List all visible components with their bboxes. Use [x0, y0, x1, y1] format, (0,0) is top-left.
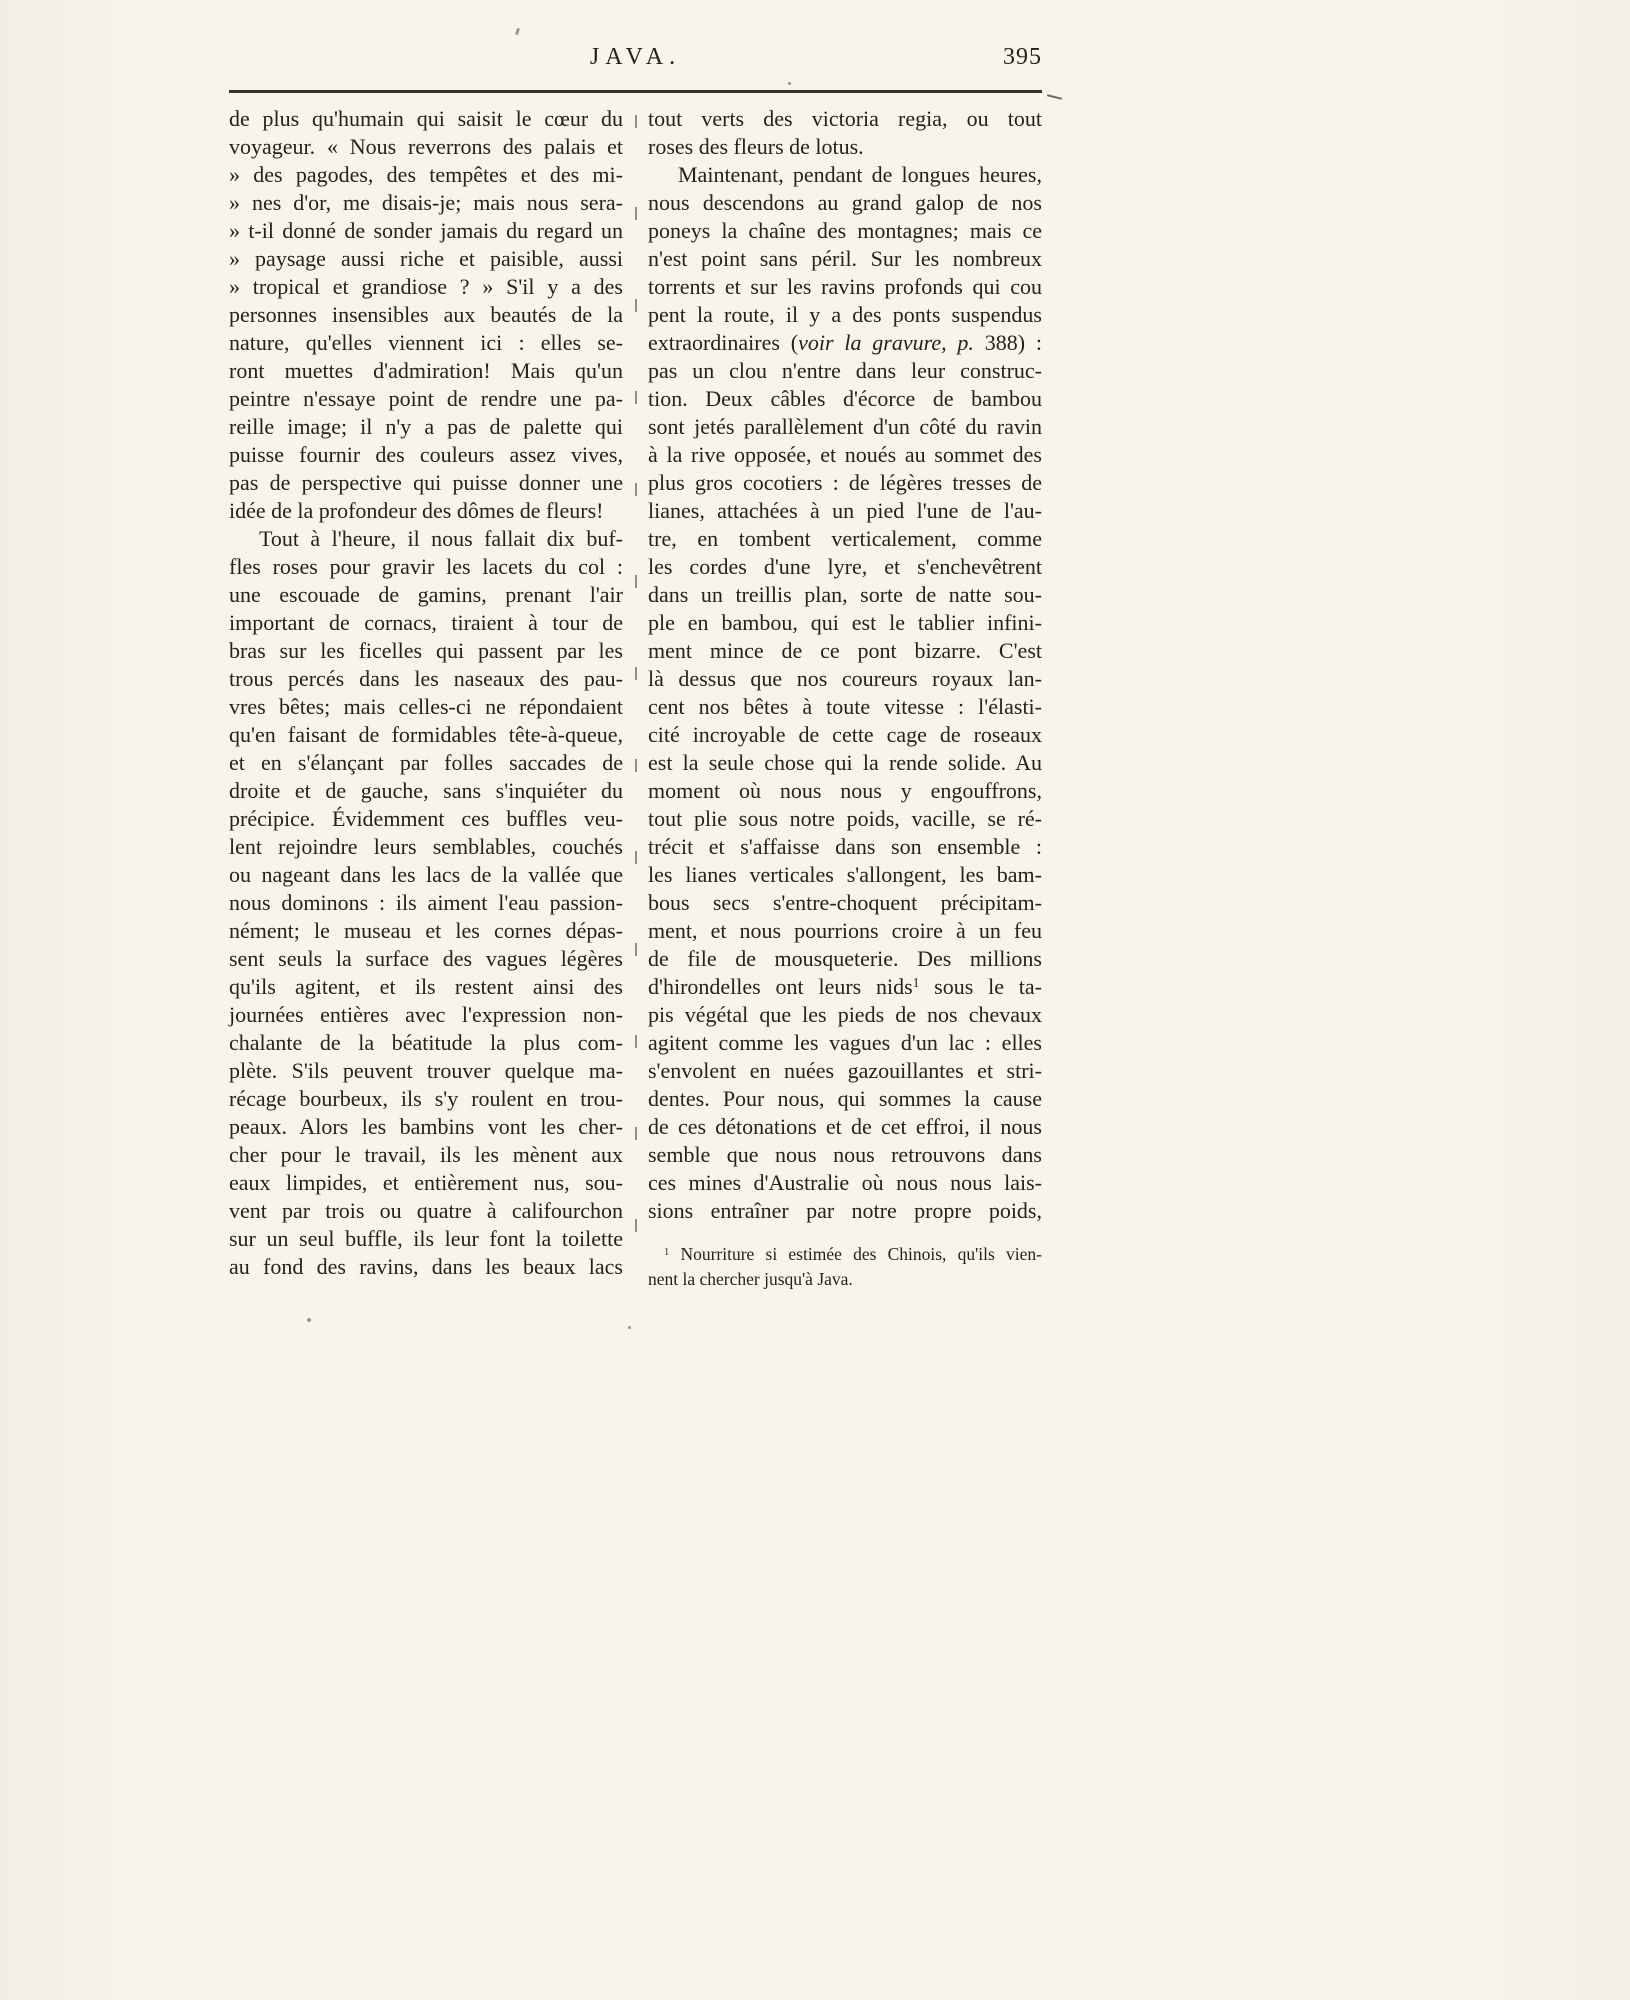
text-line: important de cornacs, tiraient à tour de [229, 610, 623, 635]
text-line: ment mince de ce pont bizarre. C'est [648, 638, 1042, 663]
text-line: » t-il donné de sonder jamais du regard un [229, 218, 623, 243]
text-line: extraordinaires (voir la gravure, p. 388) : [648, 330, 1042, 355]
page-content [229, 44, 1042, 1292]
text-line: les cordes d'une lyre, et s'enchevêtrent [648, 554, 1042, 579]
text-line: puisse fournir des couleurs assez vives, [229, 442, 623, 467]
text-line: ront muettes d'admiration! Mais qu'un [229, 358, 623, 383]
text-line: à la rive opposée, et noués au sommet des [648, 442, 1042, 467]
text-line: poneys la chaîne des montagnes; mais ce [648, 218, 1042, 243]
running-title: JAVA. [589, 44, 682, 70]
text-line: nément; le museau et les cornes dépas- [229, 918, 623, 943]
page-header [229, 44, 1042, 80]
text-line: cent nos bêtes à toute vitesse : l'élasti- [648, 694, 1042, 719]
right-column-lines [648, 105, 1042, 1225]
text-line: s'envolent en nuées gazouillantes et stri- [648, 1058, 1042, 1083]
text-line: lianes, attachées à un pied l'une de l'au- [648, 498, 1042, 523]
text-line: ment, et nous pourrions croire à un feu [648, 918, 1042, 943]
text-line: bras sur les ficelles qui passent par les [229, 638, 623, 663]
text-line: vent par trois ou quatre à califourchon [229, 1198, 623, 1223]
text-line: tion. Deux câbles d'écorce de bambou [648, 386, 1042, 411]
text-line: roses des fleurs de lotus. [648, 134, 864, 159]
text-line: au fond des ravins, dans les beaux lacs [229, 1254, 623, 1279]
text-line: tout verts des victoria regia, ou tout [648, 106, 1042, 131]
text-line: une escouade de gamins, prenant l'air [229, 582, 623, 607]
scan-speck [307, 1318, 311, 1322]
scan-speck [628, 1326, 631, 1329]
text-line: peaux. Alors les bambins vont les cher- [229, 1114, 623, 1139]
text-line: Tout à l'heure, il nous fallait dix buf- [259, 526, 623, 551]
text-line: nous dominons : ils aiment l'eau passion- [229, 890, 623, 915]
text-line: voyageur. « Nous reverrons des palais et [229, 134, 623, 159]
text-line: » paysage aussi riche et paisible, aussi [229, 246, 623, 271]
text-line: nous descendons au grand galop de nos [648, 190, 1042, 215]
text-line: qu'en faisant de formidables tête-à-queue, [229, 722, 623, 747]
scan-speck [788, 82, 791, 85]
text-line: dentes. Pour nous, qui sommes la cause [648, 1086, 1042, 1111]
text-line: cher pour le travail, ils les mènent aux [229, 1142, 623, 1167]
text-line: Maintenant, pendant de longues heures, [678, 162, 1042, 187]
text-line: trous percés dans les naseaux des pau- [229, 666, 623, 691]
text-line: pent la route, il y a des ponts suspendus [648, 302, 1042, 327]
text-line: nent la chercher jusqu'à Java. [648, 1269, 853, 1289]
text-line: torrents et sur les ravins profonds qui cou [648, 274, 1042, 299]
text-line: cité incroyable de cette cage de roseaux [648, 722, 1042, 747]
text-line: eaux limpides, et entièrement nus, sou- [229, 1170, 623, 1195]
text-line: » tropical et grandiose ? » S'il y a des [229, 274, 623, 299]
text-line: pas de perspective qui puisse donner une [229, 470, 623, 495]
text-line: chalante de la béatitude la plus com- [229, 1030, 623, 1055]
text-line: bous secs s'entre-choquent précipitam- [648, 890, 1042, 915]
header-rule [229, 90, 1042, 93]
text-line: sent seuls la surface des vagues légères [229, 946, 623, 971]
right-column [648, 105, 1042, 1292]
text-line: » des pagodes, des tempêtes et des mi- [229, 162, 623, 187]
text-line: est la seule chose qui la rende solide. Au [648, 750, 1042, 775]
text-line: tre, en tombent verticalement, comme [648, 526, 1042, 551]
text-line: de file de mousqueterie. Des millions [648, 946, 1042, 971]
footnote-lines [648, 1242, 1042, 1292]
text-line: d'hirondelles ont leurs nids$^1$ sous le ta- [648, 974, 1042, 999]
text-line: droite et de gauche, sans s'inquiéter du [229, 778, 623, 803]
text-line: lent rejoindre leurs semblables, couchés [229, 834, 623, 859]
text-line: dans un treillis plan, sorte de natte sou- [648, 582, 1042, 607]
text-columns [229, 105, 1042, 1292]
text-line: idée de la profondeur des dômes de fleurs! [229, 498, 604, 523]
text-line: qu'ils agitent, et ils restent ainsi des [229, 974, 623, 999]
footnote [648, 1242, 1042, 1292]
text-line: personnes insensibles aux beautés de la [229, 302, 623, 327]
text-line: reille image; il n'y a pas de palette qui [229, 414, 623, 439]
text-line: sions entraîner par notre propre poids, [648, 1198, 1042, 1223]
text-line: récage bourbeux, ils s'y roulent en trou- [229, 1086, 623, 1111]
text-line: ple en bambou, qui est le tablier infini- [648, 610, 1042, 635]
text-line: et en s'élançant par folles saccades de [229, 750, 623, 775]
text-line: les lianes verticales s'allongent, les bam- [648, 862, 1042, 887]
text-line: pas un clou n'entre dans leur construc- [648, 358, 1042, 383]
text-line: trécit et s'affaisse dans son ensemble : [648, 834, 1042, 859]
page-number: 395 [1003, 44, 1042, 70]
text-line: fles roses pour gravir les lacets du col : [229, 554, 623, 579]
text-line: précipice. Évidemment ces buffles veu- [229, 806, 623, 831]
left-column-lines [229, 105, 623, 1292]
text-line: ou nageant dans les lacs de la vallée que [229, 862, 623, 887]
text-line: de ces détonations et de cet effroi, il nous [648, 1114, 1042, 1139]
text-line: plus gros cocotiers : de légères tresses de [648, 470, 1042, 495]
text-line: vres bêtes; mais celles-ci ne répondaient [229, 694, 623, 719]
column-divider [623, 105, 648, 1292]
text-line: ces mines d'Australie où nous nous lais- [648, 1170, 1042, 1195]
scan-speck [515, 28, 520, 36]
text-line: plète. S'ils peuvent trouver quelque ma- [229, 1058, 623, 1083]
text-line: tout plie sous notre poids, vacille, se ré- [648, 806, 1042, 831]
text-line: moment où nous nous y engouffrons, [648, 778, 1042, 803]
text-line: journées entières avec l'expression non- [229, 1002, 623, 1027]
text-line: $^1$ Nourriture si estimée des Chinois, qu'ils vien- [664, 1244, 1042, 1264]
text-line: peintre n'essaye point de rendre une pa- [229, 386, 623, 411]
text-line: sont jetés parallèlement d'un côté du ravin [648, 414, 1042, 439]
text-line: pis végétal que les pieds de nos chevaux [648, 1002, 1042, 1027]
text-line: là dessus que nos coureurs royaux lan- [648, 666, 1042, 691]
text-line: » nes d'or, me disais-je; mais nous sera- [229, 190, 623, 215]
text-line: agitent comme les vagues d'un lac : elles [648, 1030, 1042, 1055]
text-line: sur un seul buffle, ils leur font la toilette [229, 1226, 623, 1251]
text-line: semble que nous nous retrouvons dans [648, 1142, 1042, 1167]
text-line: nature, qu'elles viennent ici : elles se- [229, 330, 623, 355]
text-line: de plus qu'humain qui saisit le cœur du [229, 106, 623, 131]
text-line: n'est point sans péril. Sur les nombreux [648, 246, 1042, 271]
